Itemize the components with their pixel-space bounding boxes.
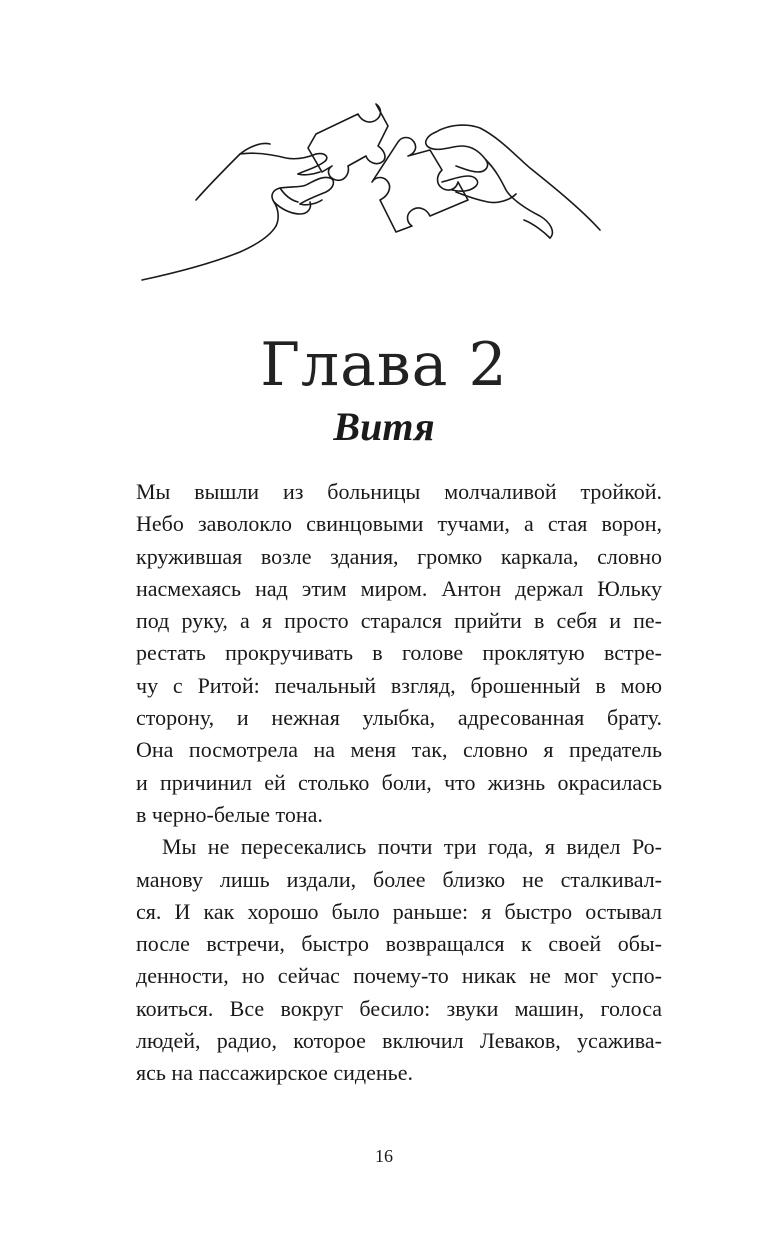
text-line: денности, но сейчас почему-то никак не мог успо- xyxy=(136,963,662,989)
text-line: ся. И как хорошо было раньше: я быстро остывал xyxy=(136,898,662,924)
text-line: кружившая возле здания, громко каркала, словно xyxy=(136,543,662,569)
text-line: ясь на пассажирское сиденье. xyxy=(136,1060,413,1086)
paragraph xyxy=(136,831,662,1089)
text-line: Мы не пересекались почти три года, я видел Ро- xyxy=(162,834,662,860)
hands-puzzle-pieces-icon xyxy=(130,96,630,292)
text-line: после встречи, быстро возвращался к своей обы- xyxy=(136,931,662,957)
text-line: чу с Ритой: печальный взгляд, брошенный в мою xyxy=(136,672,662,698)
text-line: рестать прокручивать в голове проклятую встре- xyxy=(136,640,662,666)
text-line: людей, радио, которое включил Леваков, усажива- xyxy=(136,1028,662,1054)
text-line: и причинил ей столько боли, что жизнь окрасилась xyxy=(136,769,662,795)
text-line: Мы вышли из больницы молчаливой тройкой. xyxy=(136,479,662,504)
chapter-title: Витя xyxy=(333,404,435,449)
text-line: коиться. Все вокруг бесило: звуки машин, голоса xyxy=(136,995,662,1021)
chapter-heading: Глава 2 xyxy=(260,330,508,400)
text-line: под руку, а я просто старался прийти в себя и пе- xyxy=(136,608,662,634)
body-text xyxy=(136,476,662,1090)
text-line: Она посмотрела на меня так, словно я предатель xyxy=(136,737,662,763)
text-line: в черно-белые тона. xyxy=(136,801,323,827)
text-line: Небо заволокло свинцовыми тучами, а стая ворон, xyxy=(136,511,662,537)
text-line: насмехаясь над этим миром. Антон держал Юльку xyxy=(136,575,662,601)
text-line: сторону, и нежная улыбка, адресованная брату. xyxy=(136,705,662,731)
paragraph xyxy=(136,476,662,831)
text-line: манову лишь издали, более близко не сталкивал- xyxy=(136,866,662,892)
page-number: 16 xyxy=(375,1146,393,1166)
